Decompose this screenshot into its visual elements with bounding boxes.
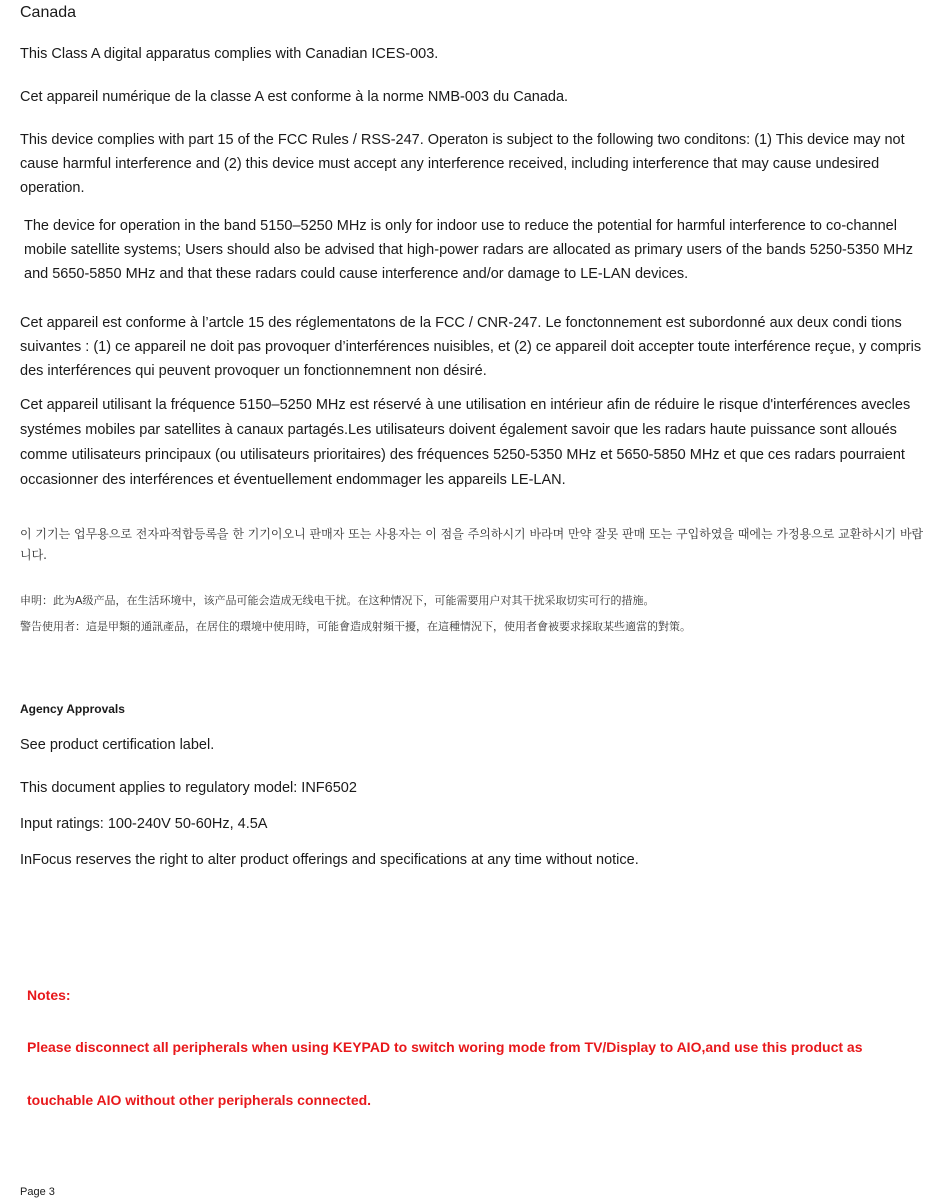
notes-line-1: Please disconnect all peripherals when using KEYPAD to switch woring mode from TV/Display to AIO,and use this product as — [27, 1039, 863, 1055]
chinese-traditional-statement: 警告使用者：這是甲類的通訊產品，在居住的環境中使用時，可能會造成射頻干擾，在這種情況下，使用者會被要求採取某些適當的對策。 — [20, 620, 691, 633]
certification-label-text: See product certification label. — [20, 737, 215, 753]
regulatory-model-line — [20, 776, 930, 800]
page-number: Page 3 — [20, 1186, 55, 1198]
korean-statement: 이 기기는 업무용으로 전자파적합등록을 한 기기이오니 판매자 또는 사용자는 이 점을 주의하시기 바라며 만약 잘못 판매 또는 구입하였을 때에는 가정용으로 교환하시기 바랍니다. — [20, 527, 924, 562]
fcc-statement: This device complies with part 15 of the FCC Rules / RSS-247. Operaton is subject to the following two conditons: (1) This device may not cause harmful interference and (2) this device must accept any interference received, including interference that may cause undesired operation. — [20, 132, 905, 196]
agency-approvals-heading: Agency Approvals — [20, 702, 125, 716]
band-5150-statement-fr: Cet appareil utilisant la fréquence 5150–5250 MHz est réservé à une utilisation en intérieur afin de réduire le risque d'interférences avecles systémes mobiles par satellites à canaux partagés.Les utilisateurs doivent également savoir que les radars haute puissance sont alloués comme utilisateurs principaux (ou utilisateurs prioritaires) des fréquences 5250-5350 MHz et 5650-5850 MHz et que ces radars pourraient occasionner des interférences et éventuellement endommager les appareils LE-LAN. — [20, 397, 911, 488]
regulatory-model-label: This document applies to regulatory model: — [20, 780, 302, 796]
nmb-statement: Cet appareil numérique de la classe A est conforme à la norme NMB-003 du Canada. — [20, 89, 569, 105]
band-5150-statement: The device for operation in the band 5150–5250 MHz is only for indoor use to reduce the potential for harmful interference to co-channel mobile satellite systems; Users should also be advised that high-power radars are allocated as primary users of the bands 5250-5350 MHz and 5650-5850 MHz and that these radars could cause interference and/or damage to LE-LAN devices. — [24, 218, 913, 282]
chinese-simplified-statement: 申明：此为A级产品，在生活环境中，该产品可能会造成无线电干扰。在这种情况下，可能需要用户对其干扰采取切实可行的措施。 — [20, 594, 655, 607]
ices-statement: This Class A digital apparatus complies with Canadian ICES-003. — [20, 46, 439, 62]
fcc-statement-fr: Cet appareil est conforme à l’artcle 15 des réglementatons de la FCC / CNR-247. Le fonctonnement est subordonné aux deux condi tions suivantes : (1) ce appareil ne doit pas provoquer d’interférences nuisibles, et (2) ce appareil doit accepter toute interférence reçue, y compris des interférences qui peuvent provoquer un fonctionnemnent non désiré. — [20, 315, 922, 379]
input-ratings: Input ratings: 100-240V 50-60Hz, 4.5A — [20, 816, 268, 832]
regulatory-model-value: INF6502 — [301, 780, 357, 796]
notes-heading: Notes: — [27, 987, 71, 1003]
canada-heading: Canada — [20, 4, 77, 21]
notes-line-2: touchable AIO without other peripherals connected. — [27, 1092, 372, 1108]
reserves-rights-text: InFocus reserves the right to alter product offerings and specifications at any time without notice. — [20, 852, 639, 868]
